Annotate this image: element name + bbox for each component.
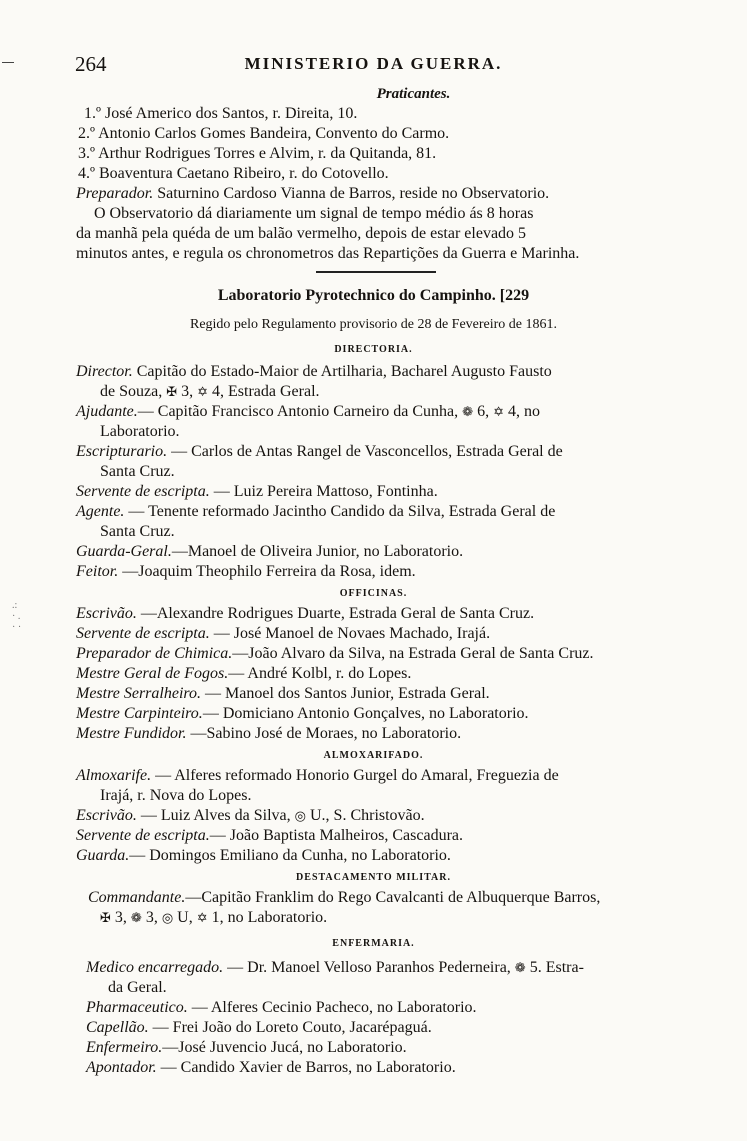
star-icon: ✡ xyxy=(493,405,504,420)
entry-line xyxy=(86,1058,456,1078)
entry-text: 4, no xyxy=(507,403,540,420)
subsection-heading: ALMOXARIFADO. xyxy=(323,750,424,761)
entry-text: 5. Estra- xyxy=(529,959,584,976)
entry-line xyxy=(76,624,490,644)
entry-text: —Sabino José de Moraes, no Laboratorio. xyxy=(190,725,462,742)
role-label: Servente de escripta. xyxy=(76,827,210,844)
entry-line: Santa Cruz. xyxy=(100,463,175,480)
entry-text: de Souza, xyxy=(100,383,163,400)
entry-text: 1, no Laboratorio. xyxy=(211,909,328,926)
role-label: Guarda-Geral. xyxy=(76,543,172,560)
role-label: Preparador. xyxy=(76,185,154,202)
entry-text: — José Manoel de Novaes Machado, Irajá. xyxy=(213,625,491,642)
entry-text: — André Kolbl, r. do Lopes. xyxy=(228,665,412,682)
role-label: Ajudante. xyxy=(76,403,138,420)
entry-line xyxy=(76,826,463,846)
entry-line: Laboratorio. xyxy=(100,423,180,440)
role-label: Escrivão. xyxy=(76,605,137,622)
entry-line xyxy=(76,604,534,624)
page-header xyxy=(0,52,747,82)
entry-text: 4, Estrada Geral. xyxy=(212,383,320,400)
circle-icon: ◎ xyxy=(161,911,174,926)
role-label: Commandante. xyxy=(88,889,186,906)
entry-line xyxy=(100,908,327,929)
role-label: Director. xyxy=(76,363,133,380)
entry-line xyxy=(76,684,490,704)
entry-line xyxy=(76,724,461,744)
entry-line xyxy=(86,1018,432,1038)
running-title: MINISTERIO DA GUERRA. xyxy=(244,54,503,73)
entry-text: Saturnino Cardoso Vianna de Barros, reside no Observatorio. xyxy=(157,185,550,202)
role-label: Capellão. xyxy=(86,1019,149,1036)
paragraph-line: da manhã pela quéda de um balão vermelho, depois de estar elevado 5 xyxy=(76,225,527,242)
star-icon: ✡ xyxy=(196,911,208,926)
cross-icon: ✠ xyxy=(100,911,111,926)
entry-text: 6, xyxy=(477,403,490,420)
paragraph-line: O Observatorio dá diariamente um signal de tempo médio ás 8 horas xyxy=(94,205,534,222)
entry-text: —João Alvaro da Silva, na Estrada Geral de Santa Cruz. xyxy=(232,645,594,662)
entry-text: — Alferes reformado Honorio Gurgel do Amaral, Freguezia de xyxy=(155,767,559,784)
entry-line xyxy=(76,806,425,827)
page-number: 264 xyxy=(75,52,107,76)
entry-text: — Frei João do Loreto Couto, Jacarépaguá. xyxy=(152,1019,432,1036)
entry-line xyxy=(86,1038,407,1058)
rose-icon: ❁ xyxy=(462,405,474,420)
role-label: Mestre Carpinteiro. xyxy=(76,705,203,722)
role-label: Escripturario. xyxy=(76,443,168,460)
role-label: Mestre Serralheiro. xyxy=(76,685,202,702)
role-label: Apontador. xyxy=(86,1059,157,1076)
entry-text: 3, xyxy=(181,383,194,400)
entry-text: — Luiz Pereira Mattoso, Fontinha. xyxy=(213,483,438,500)
role-label: Pharmaceutico. xyxy=(86,999,188,1016)
entry-text: —Joaquim Theophilo Ferreira da Rosa, idem. xyxy=(122,563,416,580)
entry-text: — Domiciano Antonio Gonçalves, no Laboratorio. xyxy=(202,705,529,722)
circle-icon: ◎ xyxy=(294,809,306,824)
entry-text: —José Juvencio Jucá, no Laboratorio. xyxy=(162,1039,407,1056)
entry-text: —Alexandre Rodrigues Duarte, Estrada Geral de Santa Cruz. xyxy=(140,605,535,622)
role-label: Servente de escripta. xyxy=(76,483,210,500)
role-label: Almoxarife. xyxy=(76,767,152,784)
entry-text: — João Baptista Malheiros, Cascadura. xyxy=(209,827,464,844)
entry-text: 3, xyxy=(114,909,127,926)
entry-text: — Alferes Cecinio Pacheco, no Laboratorio. xyxy=(191,999,477,1016)
praticantes-heading: Praticantes. xyxy=(376,86,451,102)
paragraph-line: minutos antes, e regula os chronometros das Repartições da Guerra e Marinha. xyxy=(76,245,580,262)
role-label: Servente de escripta. xyxy=(76,625,210,642)
entry-line xyxy=(100,382,320,403)
entry-line xyxy=(76,482,438,502)
entry-text: — Manoel dos Santos Junior, Estrada Geral. xyxy=(205,685,490,702)
section-subtitle: Regido pelo Regulamento provisorio de 28 de Fevereiro de 1861. xyxy=(189,317,558,332)
role-label: Enfermeiro. xyxy=(86,1039,163,1056)
entry-text: U., S. Christovão. xyxy=(309,807,425,824)
entry-line xyxy=(76,664,411,684)
entry-text: — Tenente reformado Jacintho Candido da Silva, Estrada Geral de xyxy=(128,503,556,520)
role-label: Guarda. xyxy=(76,847,130,864)
list-item: 4.º Boaventura Caetano Ribeiro, r. do Cotovello. xyxy=(78,165,389,182)
section-title: Laboratorio Pyrotechnico do Campinho. [229 xyxy=(217,287,530,304)
entry-line xyxy=(76,442,563,462)
entry-text: U, xyxy=(177,909,193,926)
entry-text: — Candido Xavier de Barros, no Laboratorio. xyxy=(160,1059,456,1076)
entry-text: 3, xyxy=(145,909,158,926)
subsection-heading: ENFERMARIA. xyxy=(332,938,415,949)
margin-spots: .: · . · · xyxy=(12,600,22,633)
role-label: Feitor. xyxy=(76,563,119,580)
entry-line xyxy=(76,704,529,724)
entry-line: Santa Cruz. xyxy=(100,523,175,540)
role-label: Medico encarregado. xyxy=(86,959,224,976)
entry-line xyxy=(76,846,451,866)
role-label: Mestre Geral de Fogos. xyxy=(76,665,229,682)
rose-icon: ❁ xyxy=(514,961,526,976)
entry-line xyxy=(76,766,559,786)
entry-line: da Geral. xyxy=(108,979,167,996)
role-label: Agente. xyxy=(76,503,125,520)
entry-line xyxy=(76,644,594,664)
subsection-heading: DESTACAMENTO MILITAR. xyxy=(296,872,451,883)
rose-icon: ❁ xyxy=(130,911,142,926)
list-item: 3.º Arthur Rodrigues Torres e Alvim, r. da Quitanda, 81. xyxy=(78,145,437,162)
preparador-line xyxy=(76,184,549,204)
list-item: 1.º José Americo dos Santos, r. Direita, 10. xyxy=(84,105,358,122)
subsection-heading: DIRECTORIA. xyxy=(334,344,413,355)
role-label: Preparador de Chimica. xyxy=(76,645,233,662)
entry-text: — Domingos Emiliano da Cunha, no Laboratorio. xyxy=(129,847,451,864)
entry-text: — Dr. Manoel Velloso Paranhos Pederneira, xyxy=(227,959,511,976)
entry-line xyxy=(88,888,600,908)
entry-text: — Capitão Francisco Antonio Carneiro da Cunha, xyxy=(137,403,459,420)
entry-text: — Carlos de Antas Rangel de Vasconcellos, Estrada Geral de xyxy=(171,443,563,460)
subsection-heading: OFFICINAS. xyxy=(339,588,408,599)
entry-line xyxy=(76,542,463,562)
role-label: Mestre Fundidor. xyxy=(76,725,187,742)
entry-text: —Capitão Franklim do Rego Cavalcanti de Albuquerque Barros, xyxy=(185,889,601,906)
divider xyxy=(316,271,436,273)
entry-line xyxy=(76,562,416,582)
entry-line xyxy=(76,402,540,423)
entry-line xyxy=(76,502,555,522)
entry-text: Capitão do Estado-Maior de Artilharia, Bacharel Augusto Fausto xyxy=(136,363,552,380)
entry-line: Irajá, r. Nova do Lopes. xyxy=(100,787,252,804)
cross-icon: ✠ xyxy=(166,385,178,400)
star-icon: ✡ xyxy=(197,385,209,400)
list-item: 2.º Antonio Carlos Gomes Bandeira, Convento do Carmo. xyxy=(78,125,450,142)
role-label: Escrivão. xyxy=(76,807,137,824)
entry-line xyxy=(76,362,552,382)
entry-line xyxy=(86,998,477,1018)
entry-text: —Manoel de Oliveira Junior, no Laboratorio. xyxy=(171,543,464,560)
entry-line xyxy=(86,958,584,979)
entry-text: — Luiz Alves da Silva, xyxy=(140,807,291,824)
